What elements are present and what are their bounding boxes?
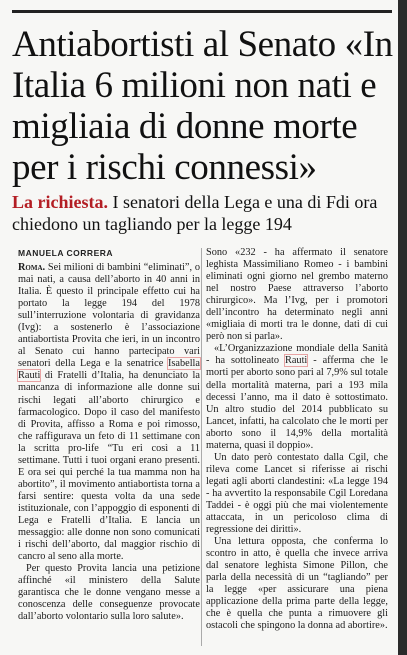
right-paragraph-3: Un dato però contestato dalla Cgil, che rileva come Lancet si riferisse ai rischi legati agli aborti clandestini: «La legge 194 - ha avvertito la responsabile Cgil Loredana Taddei - è oggi più che mai violentemente attaccata, in un pericoloso clima di regressione dei diritti».	[206, 451, 388, 536]
dateline: Roma.	[18, 262, 46, 273]
column-divider	[201, 248, 202, 646]
left-p1-text-a: Sei milioni di bambini “eliminati”, o mai nati, a causa dell’aborto in 40 anni in Italia. È questo il principale effetto cui ha portato la legge 194 del 1978 sull’interruzione volontaria di gravidanza (Ivg): a sostenerlo è l’associazione antiabortista Provita che ieri, in un incontro al Senato cui hanno partecipato vari senatori della Lega e la senatrice	[18, 262, 200, 370]
left-p1-text-b: di Fratelli d’Italia, ha denunciato la mancanza di informazione alle donne sui rischi legati all’aborto chirurgico e farmacologico. Dopo il caso del manifesto di Provita, affisso a Roma e poi rimosso, che raffigurava un feto di 11 settimane con la scritta pro-life “Tu eri così a 11 settimane. Tutti i tuoi organi erano presenti. E ora sei qui perché la tua mamma non ha abortito”, il movimento antiabortista torna a farsi sentire: questa volta da una sede istituzionale, con l’appoggio di esponenti di Lega e Fratelli d’Italia. E lancia un messaggio: alle donne non sono comunicati i rischi dell’aborto, dal maggior rischio di cancro al seno alla morte.	[18, 370, 200, 563]
standfirst-text: I senatori della Lega e una di Fdi ora chiedono un tagliando per la legge 194	[12, 192, 378, 234]
article-column-left	[18, 262, 200, 623]
highlighted-name-isabella-rauti: Isabella Rauti	[18, 358, 200, 382]
right-paragraph-2	[206, 343, 388, 451]
left-paragraph-1	[18, 262, 200, 563]
article-column-right	[206, 247, 388, 633]
left-paragraph-2: Per questo Provita lancia una petizione affinché «il ministero della Salute garantisca che le donne vengano messe a conoscenza delle conseguenze provocate dall’aborto volontario sulla loro salute».	[18, 563, 200, 623]
headline: Antiabortisti al Senato «In Italia 6 milioni non nati e migliaia di donne morte per i rischi connessi»	[12, 24, 393, 188]
right-paragraph-1: Sono «232 - ha affermato il senatore leghista Massimiliano Romeo - i bambini eliminati ogni giorno nel grembo materno nel nostro Paese attraverso l’aborto chirurgico». Ma l’Ivg, per i promotori dell’incontro ha determinato negli anni «migliaia di morti tra le donne, dati di cui però non si parla».	[206, 247, 388, 343]
page-edge	[398, 0, 407, 655]
standfirst-lead: La richiesta.	[12, 192, 108, 212]
right-paragraph-4: Una lettura opposta, che conferma lo scontro in atto, è quella che invece arriva dal senatore leghista Simone Pillon, che parla della necessità di un “tagliando” per la legge «per assicurare una piena applicazione della prima parte della legge, che è quella che punta a rimuovere gli ostacoli che spingono la donna ad abortire».	[206, 536, 388, 632]
right-p2-text-b: - afferma che le morti per aborto sono pari al 7,9% sul totale della mortalità materna, pari a 193 mila decessi l’anno, ma il dato è sottostimato. Un altro studio del 2014 pubblicato su Lancet, infatti, ha calcolato che le morti per aborto sono il 14,9% della mortalità materna, quasi il doppio».	[206, 355, 388, 451]
highlighted-name-rauti: Rauti	[284, 355, 308, 367]
byline: MANUELA CORRERA	[18, 248, 114, 258]
standfirst	[12, 191, 396, 235]
top-rule	[12, 10, 392, 13]
right-p2-text-a: «L’Organizzazione mondiale della Sanità - ha sottolineato	[206, 343, 388, 367]
